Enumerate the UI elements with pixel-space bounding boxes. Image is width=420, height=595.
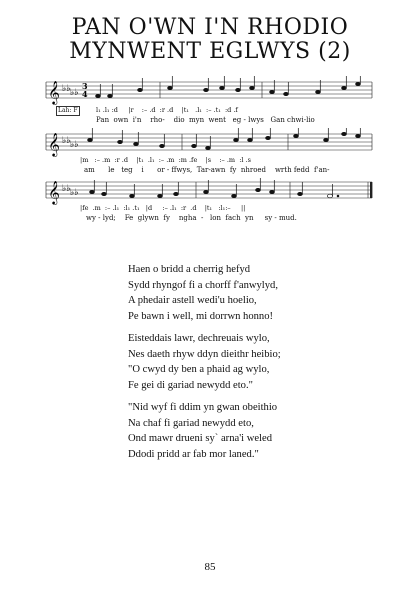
- poem-line: Ddodi pridd ar fab mor laned.": [128, 448, 259, 460]
- stanza-2: [128, 331, 281, 393]
- music-system-2: [0, 128, 420, 174]
- poem-line: Na chaf fi gariad newydd eto,: [128, 417, 254, 429]
- poem-line: Fe gei di gariad newydd eto.": [128, 379, 253, 391]
- svg-text:♭♭: ♭♭: [70, 188, 79, 198]
- solfa-line-2: |m :– .m :r .d |t₁ .l₁ :– .m :m .fe |s :– .m :l .s: [80, 156, 251, 164]
- svg-text:♭♭: ♭♭: [62, 84, 71, 94]
- key-label: Lah: F: [58, 107, 78, 114]
- music-system-1: [0, 76, 420, 124]
- stanza-3: [128, 400, 277, 462]
- svg-text:3: 3: [82, 81, 88, 91]
- lyric-line-1: Pan own i'n rho- dio myn went eg - lwys Gan chwi-lio: [96, 116, 315, 124]
- svg-text:♭♭: ♭♭: [70, 88, 79, 98]
- poem-line: Sydd rhyngof fi a chorff f'anwylyd,: [128, 279, 278, 291]
- svg-text:4: 4: [82, 89, 88, 99]
- poem-line: "Nid wyf fi ddim yn gwan obeithio: [128, 402, 278, 413]
- solfa-line-1: l₁ .l₁ :d |r :– .d :r .d |t₁ .l₁ :– .t₁ :d .f: [96, 106, 238, 114]
- song-title-line1: PAN O'WN I'N RHODIO: [71, 15, 349, 40]
- poem-line: Nes daeth rhyw ddyn dieithr heibio;: [128, 348, 281, 360]
- treble-clef-icon: 𝄞: [48, 132, 60, 156]
- lyric-line-2: am le teg i or - ffwys, Tar-awn fy nhroed wrth fedd f'an-: [84, 166, 330, 174]
- poem-line: Ond mawr drueni sy` arna'i weled: [128, 433, 272, 444]
- treble-clef-icon: 𝄞: [48, 180, 60, 204]
- poem-line: Pe bawn i well, mi dorrwn honno!: [128, 310, 274, 322]
- svg-text:♭♭: ♭♭: [62, 136, 71, 146]
- poem-line: Eisteddais lawr, dechreuais wylo,: [128, 333, 270, 344]
- lyric-line-3: wy - lyd; Fe glywn fy ngha - lon fach yn sy - mud.: [86, 214, 297, 222]
- stanza-1: [128, 262, 278, 324]
- solfa-line-3: |fe .m :– .l₁ :l₁ .t₁ |d :– .l₁ :r .d |t₁ :l₁:– ||: [80, 204, 246, 212]
- svg-text:♭♭: ♭♭: [70, 140, 79, 150]
- music-system-3: [0, 176, 420, 222]
- page-number: 85: [204, 561, 216, 573]
- song-title-line2: MYNWENT EGLWYS (2): [69, 39, 351, 64]
- poem-line: A phedair astell wedi'u hoelio,: [128, 295, 257, 306]
- poem-line: Haen o bridd a cherrig hefyd: [128, 264, 251, 275]
- poem-line: "O cwyd dy ben a phaid ag wylo,: [128, 364, 270, 375]
- svg-text:♭♭: ♭♭: [62, 184, 71, 194]
- treble-clef-icon: 𝄞: [48, 80, 60, 104]
